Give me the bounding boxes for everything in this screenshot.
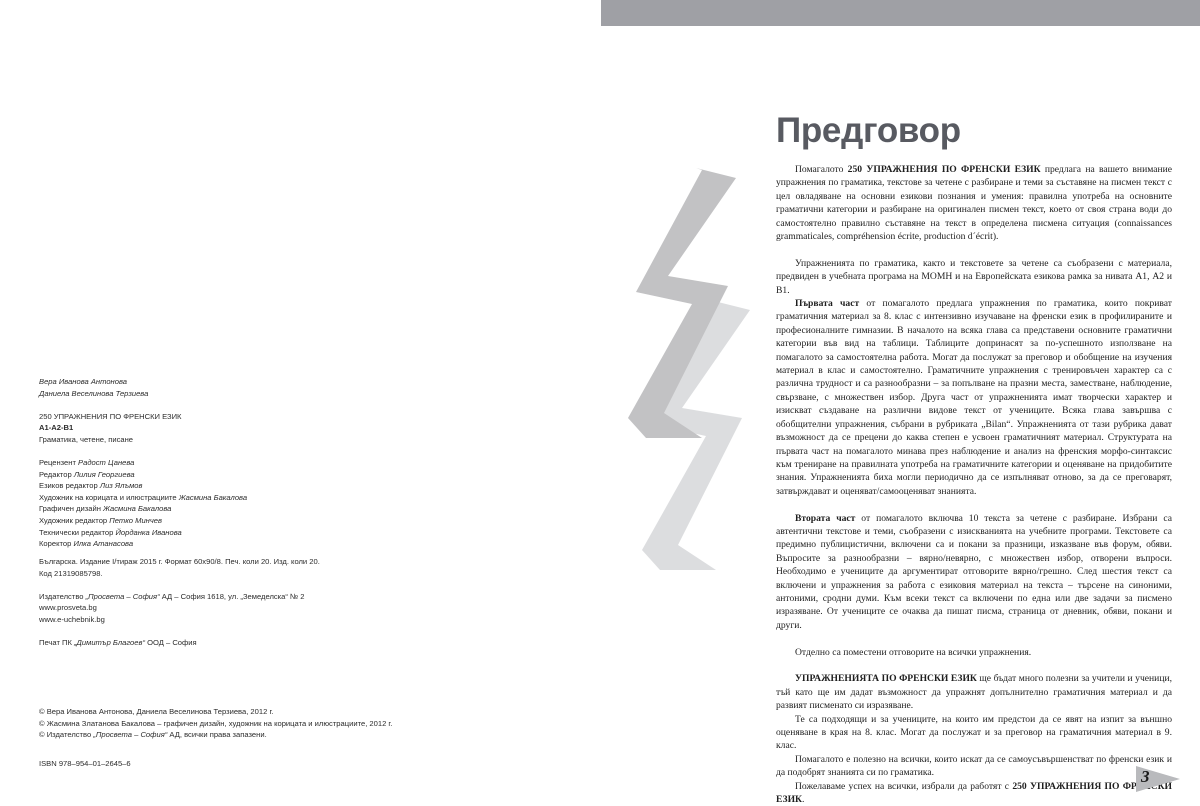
isbn-line: ISBN 978–954–01–2645–6 — [39, 758, 131, 768]
book-title-block — [39, 411, 459, 446]
copyright-line-1: © Вера Иванова Антонова, Даниела Веселинова Терзиева, 2012 г. — [39, 707, 274, 716]
copyright-rights: АД, всички права запазени. — [167, 730, 267, 740]
body-text: от помагалото предлага упражнения по граматика, които покриват граматичния материал за 8. клас с интензивно изучаване на френски език в профилираните и професионалните гимназии. В началото на всяка глава са представени основните граматични категории във вид на таблици. Таблиците допринасят за по-успешното използване на помагалото за самостоятелна работа. Могат да послужат за преговор и обобщение на изучения материал в клас и самостоятелно. Граматичните упражнения с тренировъчен характер са с различна трудност и са разнообразни – за попълване на празни места, заместване, наблюдение, свързване, с множествен избор. Друга част от упражненията имат творчески характер и изискват създаване на различни видове текст от учениците. Всяка глава завършва с обобщителни упражнения, събрани в рубриката „Bilan“. Упражненията от тази рубрика дават възможност да се прецени до каква степен е усвоен граматичният материал. Структурата на първата част на помагалото минава през наблюдение и анализ на френския морфо-синтаксис към трениране на правилната употреба на граматичните категории и оценяване на придобитите знания. Упражненията биха могли периодично да се изпълняват отново, за да се преговарят, затвърждават и оценяват/самооценяват знанията. — [776, 298, 1172, 497]
foreword-paragraph — [776, 672, 1172, 712]
book-levels-line: A1-A2-B1 — [39, 423, 74, 433]
credits-block — [39, 457, 459, 550]
credit-person: Йорданка Иванова — [115, 527, 182, 537]
body-text: Те са подходящи и за учениците, на които им предстои да се явят на изпит за външно оценяване в края на 8. клас. Могат да послужат и за преговор на граматичния материал в 9. клас. — [776, 713, 1172, 752]
publisher-website-1[interactable]: www.prosveta.bg — [39, 603, 97, 613]
body-text: предлага на вашето внимание упражнения по граматика, текстове за четене с разбиране и теми за съставяне на писмен текст с цел овладяване на основни езикови познания и умения: правилна употреба на основните граматични категории и разбиране на оригинален писмен текст, което от своя страна води до самостоятелно правилно съставяне на текст в определена писмена ситуация (connaissances grammaticales, compréhension écrite, production d´écrit). — [776, 164, 1172, 243]
body-text: Отделно са поместени отговорите на всички упражнения. — [795, 646, 1032, 658]
credit-line — [39, 538, 459, 550]
page-number: 3 — [1141, 767, 1150, 786]
credit-person: Илка Атанасова — [73, 539, 134, 549]
credit-role: Художник на корицата и илюстрациите — [39, 492, 179, 502]
credit-person: Петко Минчев — [109, 515, 162, 525]
foreword-paragraph — [776, 297, 1172, 498]
body-text: от помагалото включва 10 текста за четене с разбиране. Избрани са автентични текстове и теми, съобразени с изискванията на учебните програми. Текстовете са предимно публицистични, включени са и покани за празници, изказване във форум, обяви. Въпросите за разнообразни – вярно/невярно, с множествен избор, отворени въпроси. Необходимо е учениците да аргументират отговорите вярно/грешно. След шестия текст са включени и упражнения за работа с езиковия материал на текста – търсене на синоними, антоними, сродни думи. Към всеки текст са включени по една или две задачи за писмено изразяване. От учениците се очаква да пишат писма, страница от дневник, обяви, покани и други. — [776, 512, 1172, 631]
copyright-line-3 — [39, 729, 559, 741]
right-page-foreword — [600, 0, 1200, 806]
credit-line — [39, 469, 459, 481]
credit-line — [39, 515, 459, 527]
copyright-publisher: „Просвета – София“ — [93, 730, 168, 740]
credit-role: Редактор — [39, 469, 74, 479]
credit-person: Лилия Георгиева — [73, 469, 135, 479]
body-text: . — [802, 794, 805, 806]
foreword-paragraph — [776, 163, 1172, 243]
publisher-prefix: Издателство — [39, 591, 86, 601]
colophon-block — [39, 376, 459, 550]
credit-role: Художник редактор — [39, 515, 110, 525]
foreword-paragraph — [776, 713, 1172, 753]
printer-line — [39, 637, 499, 649]
credit-role: Технически редактор — [39, 527, 116, 537]
foreword-paragraph — [776, 753, 1172, 780]
publisher-name: „Просвета – София“ — [85, 591, 160, 601]
credit-role: Графичен дизайн — [39, 504, 104, 514]
credit-role: Езиков редактор — [39, 481, 100, 491]
copyright-block — [39, 706, 559, 769]
imprint-block — [39, 556, 499, 649]
edition-line-2: Код 21319085798. — [39, 568, 103, 578]
credit-person: Жасмина Бакалова — [103, 504, 172, 514]
credit-role: Рецензент — [39, 457, 79, 467]
body-text: Помагалото — [795, 164, 848, 175]
credit-person: Лиз Ялъмов — [99, 481, 143, 491]
foreword-paragraph — [776, 512, 1172, 633]
copyright-prefix: © Издателство — [39, 730, 94, 740]
emphasis-text: Първата част — [795, 298, 860, 310]
book-subtitle-line: Граматика, четене, писане — [39, 434, 134, 444]
credit-line — [39, 503, 459, 515]
body-text: Помагалото е полезно на всички, които искат да се самоусъвършенстват по френски език и да подобрят знанията си по граматика. — [776, 753, 1172, 779]
printer-info — [39, 637, 499, 649]
printer-location: ООД – София — [144, 637, 197, 647]
foreword-paragraph — [776, 257, 1172, 297]
publisher-line — [39, 591, 499, 603]
credit-line — [39, 457, 459, 469]
publisher-website-2[interactable]: www.e-uchebnik.bg — [39, 614, 105, 624]
author-name: Вера Иванова Антонова — [39, 377, 127, 386]
credit-role: Коректор — [39, 539, 74, 549]
printer-prefix: Печат ПК — [39, 637, 75, 647]
publisher-address: АД – София 1618, ул. „Земеделска“ № 2 — [159, 591, 305, 601]
body-text: ще бъдат много полезни за учители и ученици, тъй като ще им дадат възможност да упражнят допълнително граматичния материал и да развият писменато си изразяване. — [776, 673, 1172, 712]
emphasis-text: УПРАЖНЕНИЯТА ПО ФРЕНСКИ ЕЗИК — [795, 673, 977, 685]
copyright-line-2: © Жасмина Златанова Бакалова – графичен дизайн, художник на корицата и илюстрациите, 2012 г. — [39, 718, 393, 728]
emphasis-text: 250 УПРАЖНЕНИЯ ПО ФРЕНСКИ ЕЗИК — [776, 780, 1173, 806]
edition-info — [39, 556, 499, 579]
credit-line — [39, 480, 459, 492]
edition-line-1: Българска. Издание I/тираж 2015 г. Формат 60х90/8. Печ. коли 20. Изд. коли 20. — [39, 557, 320, 566]
emphasis-text: 250 УПРАЖНЕНИЯ ПО ФРЕНСКИ ЕЗИК — [847, 164, 1041, 175]
publisher-info — [39, 591, 499, 626]
authors-block — [39, 376, 459, 399]
foreword-paragraph — [776, 646, 1172, 659]
page-title: Предговор — [776, 111, 961, 150]
credit-line — [39, 527, 459, 539]
foreword-body — [776, 163, 1172, 806]
foreword-paragraph — [776, 780, 1172, 806]
author-name: Даниела Веселинова Терзиева — [39, 388, 149, 398]
printer-name: „Димитър Благоев“ — [74, 637, 145, 647]
credit-person: Радост Цанева — [78, 457, 135, 467]
credit-line — [39, 492, 459, 504]
body-text: Упражненията по граматика, както и текстовете за четене са съобразени с материала, предвиден в учебната програма на МОМН и на Европейската езикова рамка за нивата А1, А2 и В1. — [776, 257, 1172, 296]
emphasis-text: Втората част — [795, 512, 856, 524]
page-number-flag — [1136, 766, 1180, 792]
credit-person: Жасмина Бакалова — [178, 492, 248, 502]
book-title-line: 250 УПРАЖНЕНИЯ ПО ФРЕНСКИ ЕЗИК — [39, 411, 182, 421]
body-text: Пожелаваме успех на всички, избрали да работят с — [795, 780, 1013, 792]
